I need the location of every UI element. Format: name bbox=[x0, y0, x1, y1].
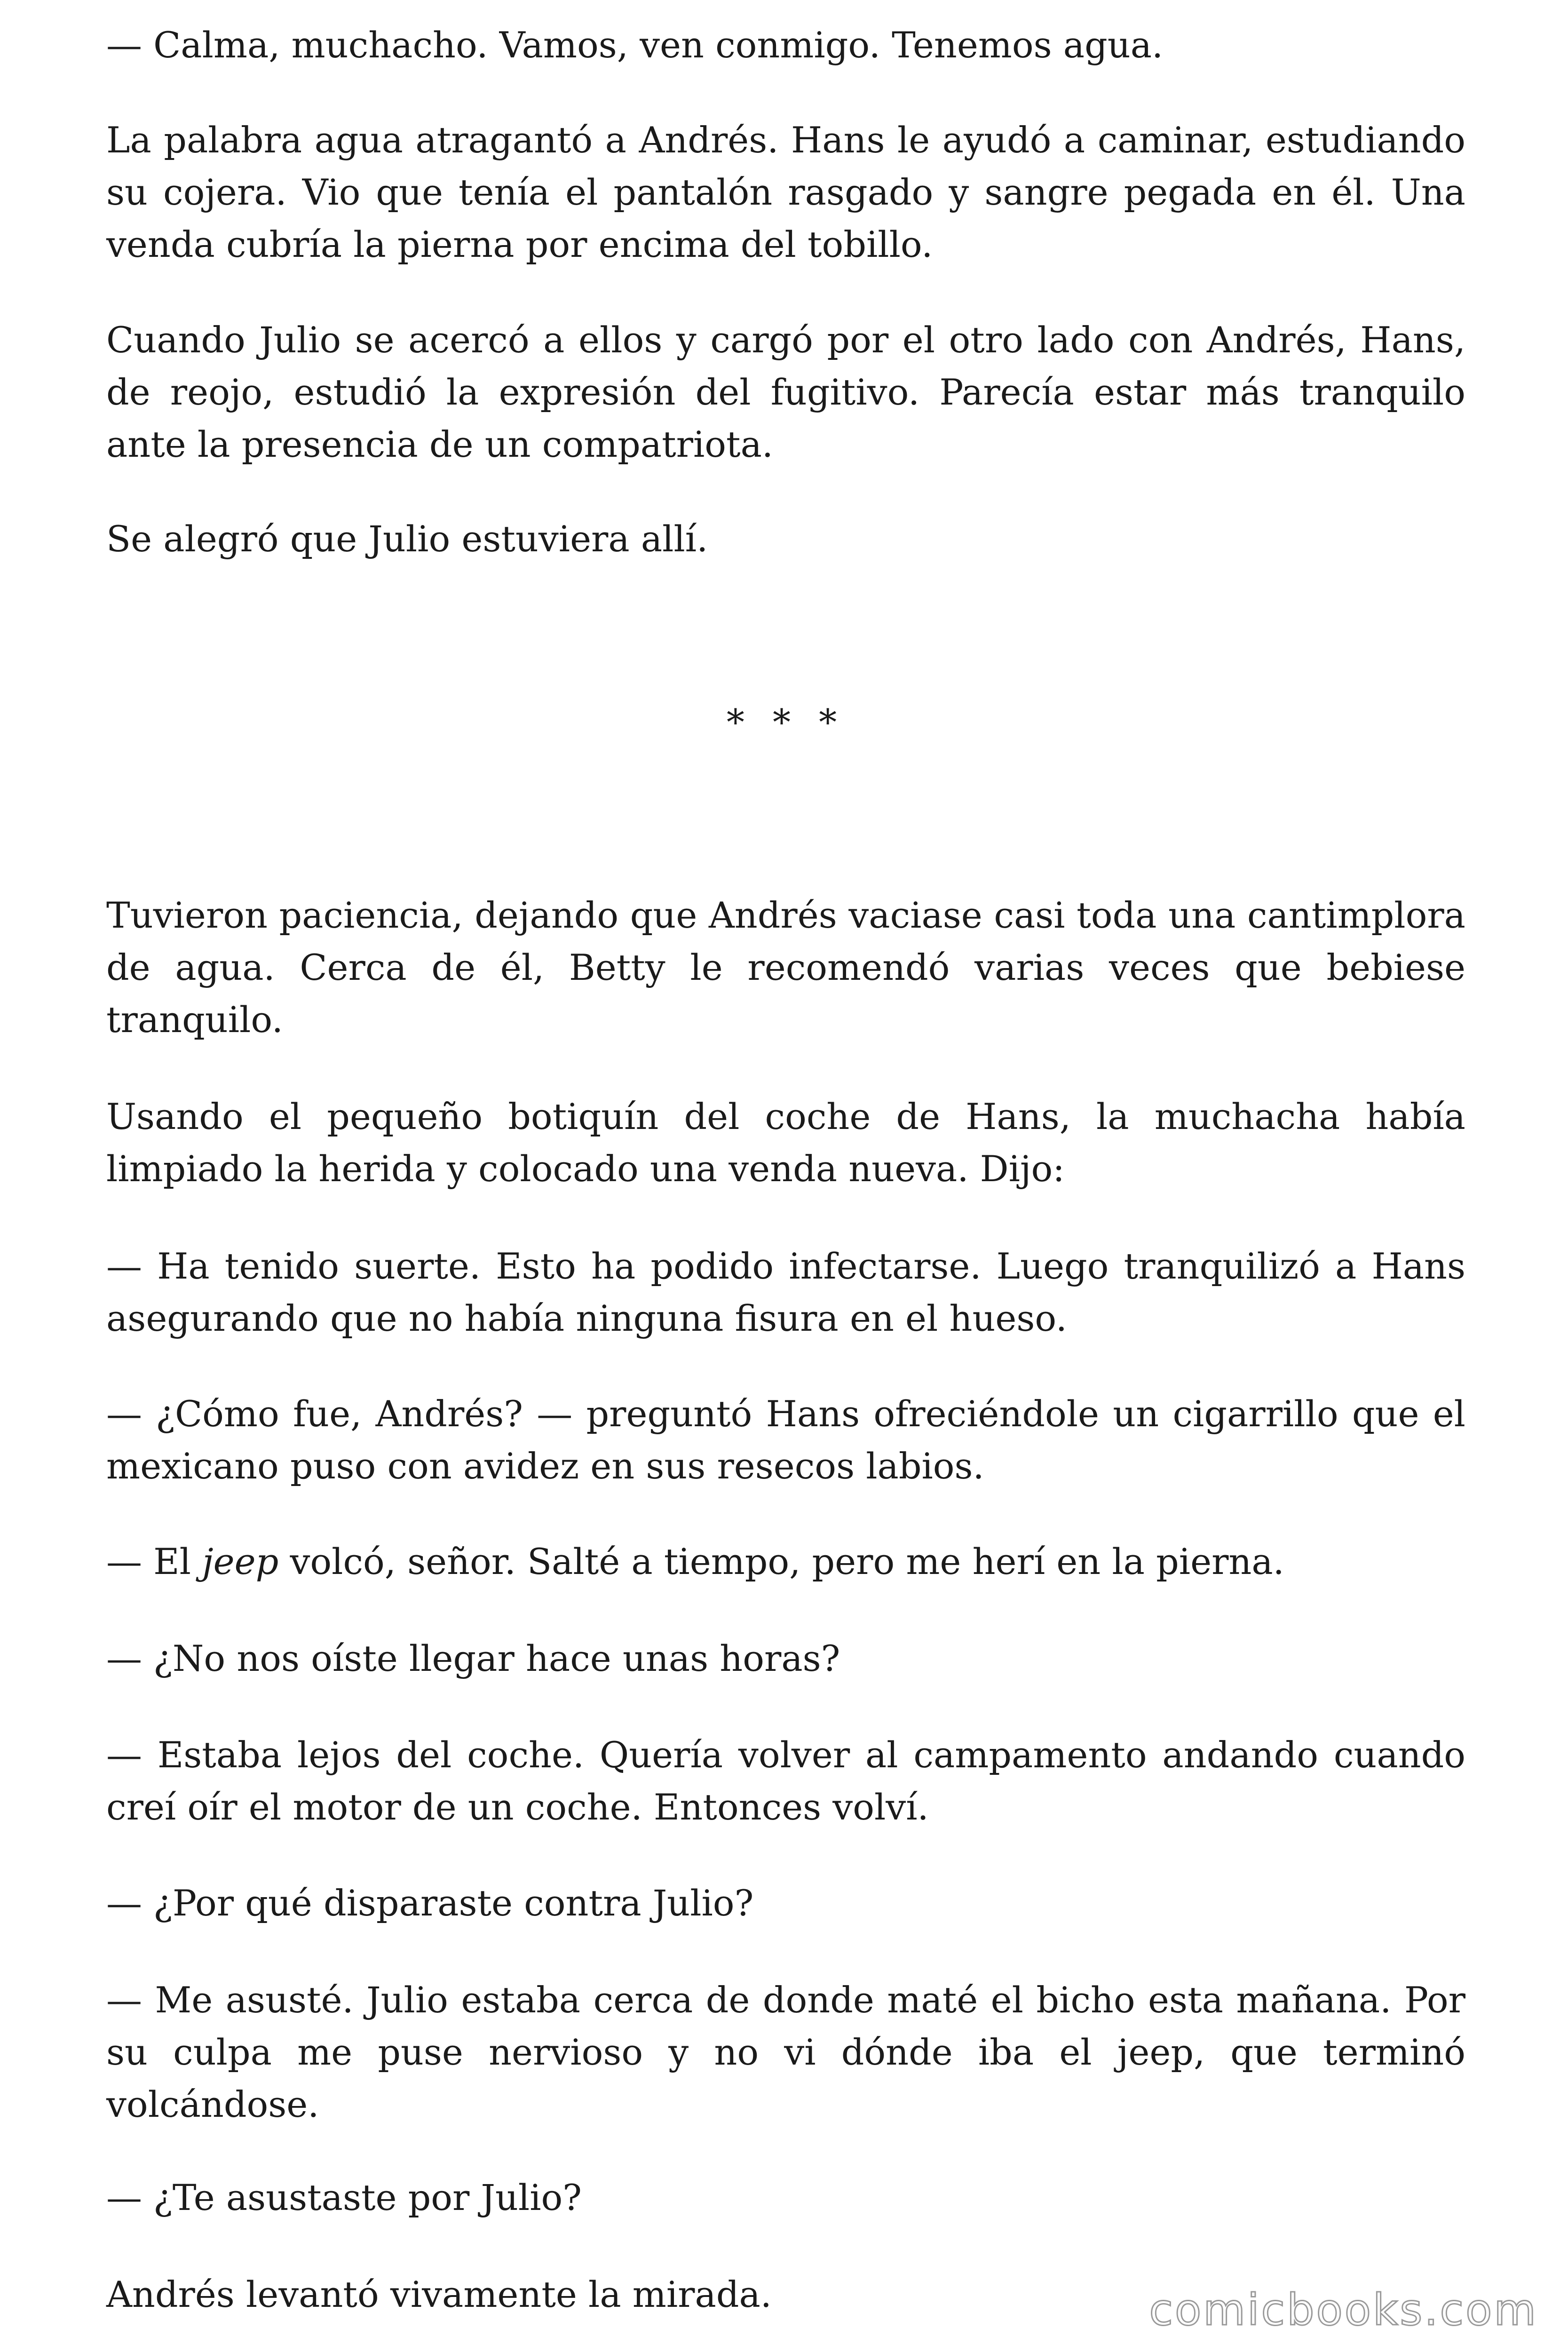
paragraph-12: — ¿Por qué disparaste contra Julio? bbox=[106, 1882, 754, 1924]
paragraph-10: — ¿No nos oíste llegar hace unas horas? bbox=[106, 1637, 840, 1679]
paragraph-15: Andrés levantó vivamente la mirada. bbox=[106, 2273, 772, 2315]
paragraph-13: — Me asusté. Julio estaba cerca de donde maté el bicho esta mañana. Por su culpa me puse nervioso y no vi dónde iba el jeep, que terminó volcándose. bbox=[106, 1979, 1465, 2125]
paragraph-1: — Calma, muchacho. Vamos, ven conmigo. Tenemos agua. bbox=[106, 24, 1164, 66]
paragraph-8: — ¿Cómo fue, Andrés? — preguntó Hans ofreciéndole un cigarrillo que el mexicano puso con avidez en sus resecos labios. bbox=[106, 1393, 1465, 1487]
watermark-logo: comicbooks.com bbox=[1149, 2285, 1538, 2335]
paragraph-14: — ¿Te asustaste por Julio? bbox=[106, 2177, 582, 2218]
jeep-italic-word: jeep bbox=[202, 1541, 279, 1582]
paragraph-jeep bbox=[106, 1535, 1465, 1588]
paragraph-7: — Ha tenido suerte. Esto ha podido infectarse. Luego tranquilizó a Hans asegurando que no había ninguna fisura en el hueso. bbox=[106, 1245, 1465, 1339]
paragraph-2: La palabra agua atragantó a Andrés. Hans le ayudó a caminar, estudiando su cojera. Vio que tenía el pantalón rasgado y sangre pegada en él. Una venda cubría la pierna por encima del tobillo. bbox=[106, 119, 1465, 265]
paragraph-11: — Estaba lejos del coche. Quería volver al campamento andando cuando creí oír el motor de un coche. Entonces volví. bbox=[106, 1734, 1465, 1828]
paragraph-3: Cuando Julio se acercó a ellos y cargó por el otro lado con Andrés, Hans, de reojo, estudió la expresión del fugitivo. Parecía estar más tranquilo ante la presencia de un compatriota. bbox=[106, 319, 1465, 465]
paragraph-4: Se alegró que Julio estuviera allí. bbox=[106, 518, 708, 560]
paragraph-6: Usando el pequeño botiquín del coche de Hans, la muchacha había limpiado la herida y colocado una venda nueva. Dijo: bbox=[106, 1096, 1465, 1190]
jeep-line-after: volcó, señor. Salté a tiempo, pero me herí en la pierna. bbox=[278, 1541, 1284, 1582]
paragraph-5: Tuvieron paciencia, dejando que Andrés vaciase casi toda una cantimplora de agua. Cerca de él, Betty le recomendó varias veces que bebiese tranquilo. bbox=[106, 894, 1465, 1041]
jeep-line-before: — El bbox=[106, 1541, 203, 1582]
section-separator: * * * bbox=[726, 701, 846, 743]
